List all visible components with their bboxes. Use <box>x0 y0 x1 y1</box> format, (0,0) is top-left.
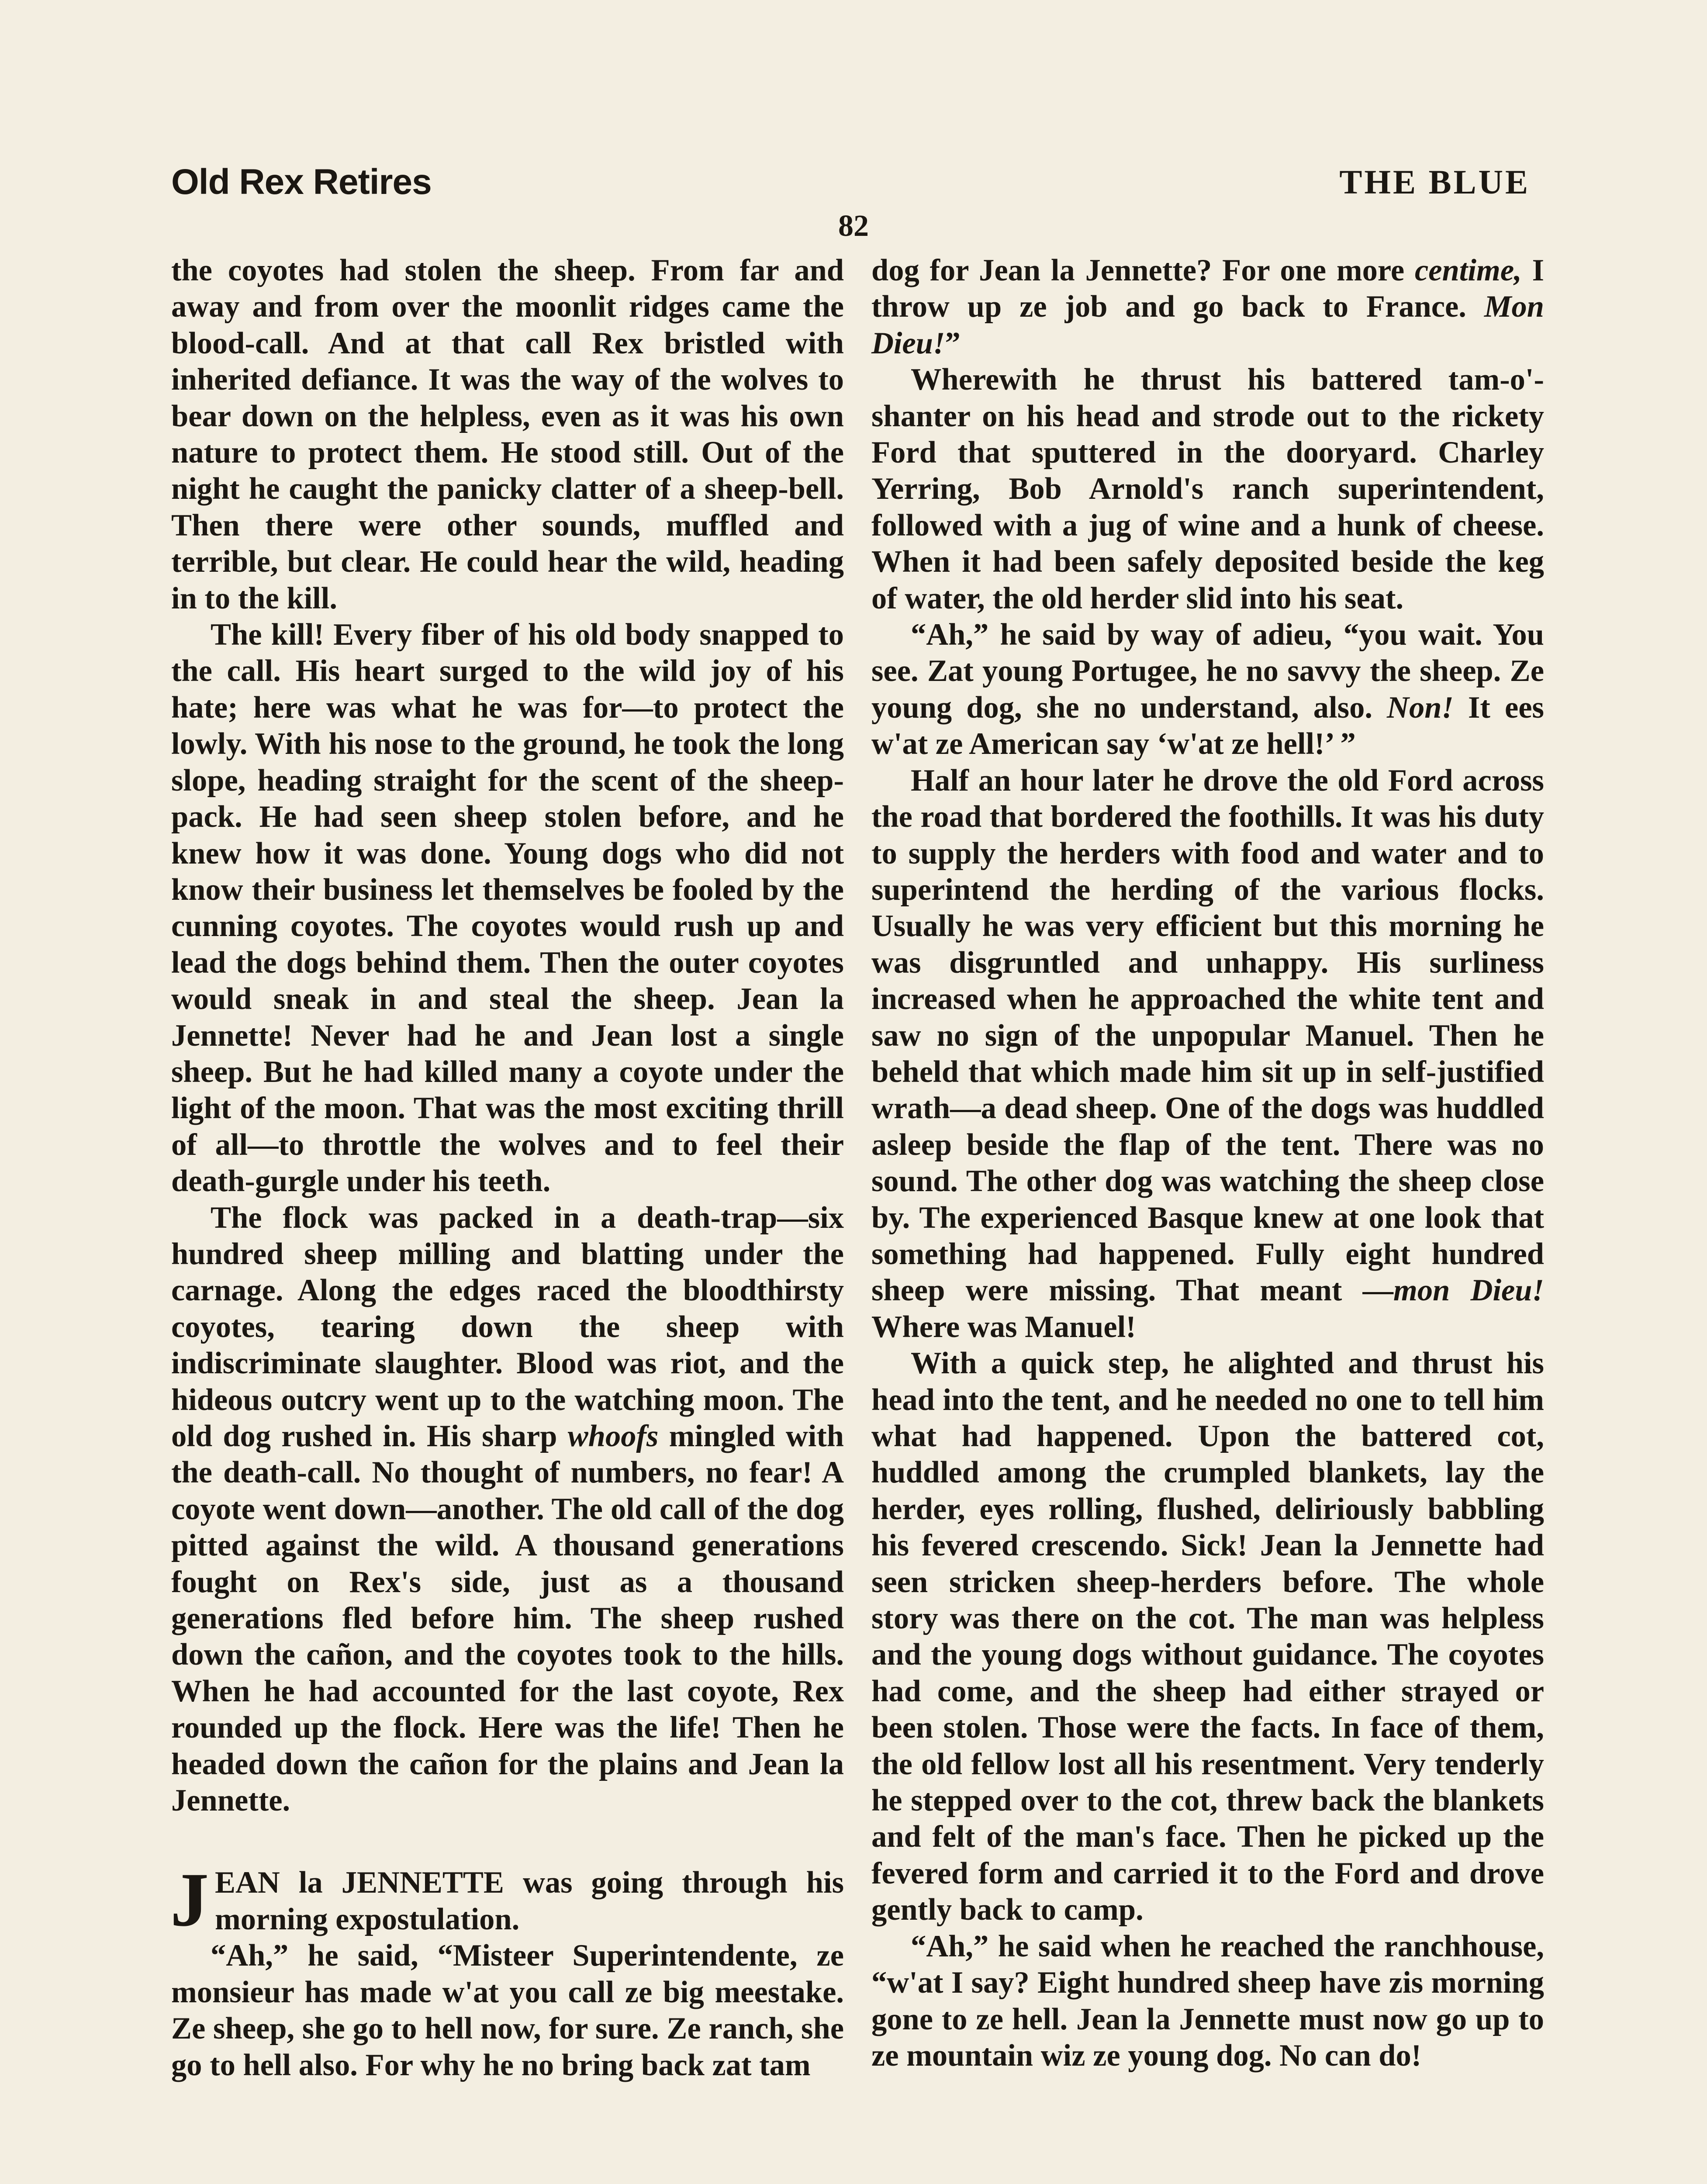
magazine-title: THE BLUE <box>1339 163 1530 201</box>
section-opening-paragraph: JEAN la JENNETTE was going through his morning expostulation. <box>170 1857 844 1943</box>
paragraph: “Ah,” he said when he reached the ranchhouse, “w'at I say? Eight hundred sheep have zis morning gone to ze hell. Jean la Jennette must now go up to ze mountain wiz ze young dog. No can do! <box>871 1929 1544 2073</box>
story-title: Old Rex Retires <box>171 162 432 202</box>
paragraph: Wherewith he thrust his battered tam-o'-shanter on his head and strode out to the rickety Ford that sputtered in the dooryard. Charley Yerring, Bob Arnold's ranch superintendent, followed with a jug of wine and a hunk of cheese. When it had been safely deposited beside the keg of water, the old herder slid into his seat. <box>871 363 1544 615</box>
paragraph: dog for Jean la Jennette? For one more centime, I throw up ze job and go back to France. Mon Dieu!” <box>871 253 1545 360</box>
paragraph: “Ah,” he said, “Misteer Superintendente, ze monsieur has made w'at you call ze big meestake. Ze sheep, she go to hell now, for sure. Ze ranch, she go to hell also. For why he no bring back zat tam <box>171 1939 844 2082</box>
page-number: 82 <box>838 209 869 243</box>
paragraph: The kill! Every fiber of his old body snapped to the call. His heart surged to the wild joy of his hate; here was what he was for—to protect the lowly. With his nose to the ground, he took the long slope, heading straight for the scent of the sheep-pack. He had seen sheep stolen before, and he knew how it was done. Young dogs who did not know their business let themselves be fooled by the cunning coyotes. The coyotes would rush up and lead the dogs behind them. Then the outer coyotes would sneak in and steal the sheep. Jean la Jennette! Never had he and Jean lost a single sheep. But he had killed many a coyote under the light of the moon. That was the most exciting thrill of all—to throttle the wolves and to feel their death-gurgle under his teeth. <box>171 618 844 1199</box>
right-column <box>871 252 1544 2074</box>
drop-cap: J <box>170 1857 209 1943</box>
paragraph: With a quick step, he alighted and thrust his head into the tent, and he needed no one to tell him what had happened. Upon the battered cot, huddled among the crumpled blankets, lay the herder, eyes rolling, flushed, deliriously babbling his fevered crescendo. Sick! Jean la Jennette had seen stricken sheep-herders before. The whole story was there on the cot. The man was helpless and the young dogs without guidance. The coyotes had come, and the sheep had either strayed or been stolen. Those were the facts. In face of them, the old fellow lost all his resentment. Very tenderly he stepped over to the cot, threw back the blankets and felt of the man's face. Then he picked up the fevered form and carried it to the Ford and drove gently back to camp. <box>871 1346 1544 1927</box>
paragraph: Half an hour later he drove the old Ford across the road that bordered the foothills. It was his duty to supply the herders with food and water and to superintend the herding of the various flocks. Usually he was very efficient but this morning he was disgruntled and unhappy. His surliness increased when he approached the white tent and saw no sign of the unpopular Manuel. Then he beheld that which made him sit up in self-justified wrath—a dead sheep. One of the dogs was huddled asleep beside the flap of the tent. There was no sound. The other dog was watching the sheep close by. The experienced Basque knew at one look that something had happened. Fully eight hundred sheep were missing. That meant —mon Dieu! Where was Manuel! <box>871 763 1544 1344</box>
paragraph: the coyotes had stolen the sheep. From far and away and from over the moonlit ridges came the blood-call. And at that call Rex bristled with inherited defiance. It was the way of the wolves to bear down on the helpless, even as it was his own nature to protect them. He stood still. Out of the night he caught the panicky clatter of a sheep-bell. Then there were other sounds, muffled and terrible, but clear. He could hear the wild, heading in to the kill. <box>171 253 844 615</box>
left-column <box>171 252 844 2084</box>
paragraph: The flock was packed in a death-trap—six hundred sheep milling and blatting under the carnage. Along the edges raced the bloodthirsty coyotes, tearing down the sheep with indiscriminate slaughter. Blood was riot, and the hideous outcry went up to the watching moon. The old dog rushed in. His sharp whoofs mingled with the death-call. No thought of numbers, no fear! A coyote went down—another. The old call of the dog pitted against the wild. A thousand generations fought on Rex's side, just as a thousand generations fled before him. The sheep rushed down the cañon, and the coyotes took to the hills. When he had accounted for the last coyote, Rex rounded up the flock. Here was the life! Then he headed down the cañon for the plains and Jean la Jennette. <box>171 1200 844 1818</box>
paragraph: “Ah,” he said by way of adieu, “you wait. You see. Zat young Portugee, he no savvy the sheep. Ze young dog, she no understand, also. Non! It ees w'at ze American say ‘w'at ze hell!’ ” <box>871 618 1544 761</box>
